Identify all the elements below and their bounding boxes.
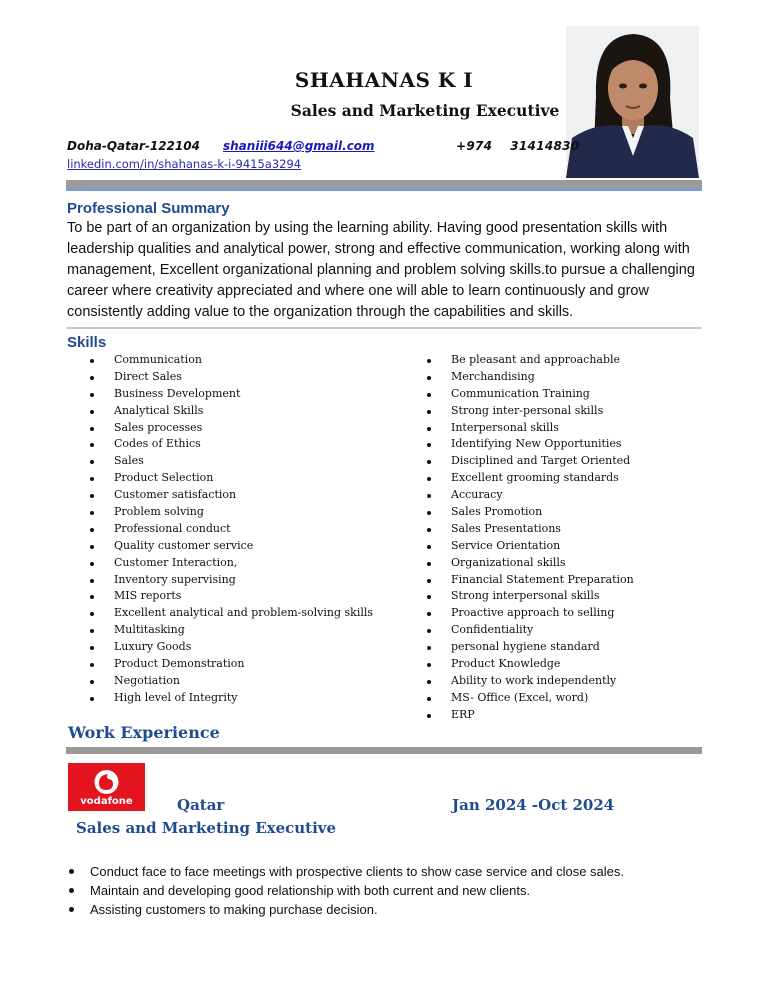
- skill-item: personal hygiene standard: [425, 639, 634, 656]
- skill-item: Be pleasant and approachable: [425, 352, 634, 369]
- skill-item: Sales: [88, 453, 373, 470]
- skill-item: Excellent grooming standards: [425, 470, 634, 487]
- skill-item: Interpersonal skills: [425, 420, 634, 437]
- skill-item: Negotiation: [88, 673, 373, 690]
- skills-list-right: [425, 352, 634, 724]
- skill-item: ERP: [425, 707, 634, 724]
- skill-item: Strong inter-personal skills: [425, 403, 634, 420]
- candidate-name: SHAHANAS K I: [294, 68, 474, 92]
- skill-item: Communication Training: [425, 386, 634, 403]
- skill-item: Customer Interaction,: [88, 555, 373, 572]
- duty-item: Conduct face to face meetings with prospective clients to show case service and close sales.: [68, 862, 624, 881]
- profile-photo-illustration: [566, 26, 699, 178]
- phone-number: +974 31414830: [456, 139, 580, 153]
- skill-item: Luxury Goods: [88, 639, 373, 656]
- vodafone-logo-text: vodafone: [80, 796, 133, 807]
- linkedin-link[interactable]: linkedin.com/in/shahanas-k-i-9415a3294: [67, 157, 302, 171]
- skill-item: Excellent analytical and problem-solving skills: [88, 605, 373, 622]
- address: Doha-Qatar-122104: [67, 139, 200, 153]
- candidate-title: Sales and Marketing Executive: [290, 101, 560, 120]
- skill-item: Accuracy: [425, 487, 634, 504]
- skill-item: Disciplined and Target Oriented: [425, 453, 634, 470]
- skill-item: Service Orientation: [425, 538, 634, 555]
- summary-divider: [66, 327, 702, 329]
- skill-item: Codes of Ethics: [88, 436, 373, 453]
- skill-item: Confidentiality: [425, 622, 634, 639]
- skill-item: Quality customer service: [88, 538, 373, 555]
- skill-item: Sales Promotion: [425, 504, 634, 521]
- skill-item: Organizational skills: [425, 555, 634, 572]
- employment-dates: Jan 2024 -Oct 2024: [452, 796, 615, 814]
- company-location: Qatar: [177, 796, 225, 814]
- skills-list-left: [88, 352, 373, 707]
- skill-item: Merchandising: [425, 369, 634, 386]
- skill-item: Product Selection: [88, 470, 373, 487]
- profile-photo: [566, 26, 699, 178]
- skill-item: Proactive approach to selling: [425, 605, 634, 622]
- work-divider: [66, 747, 702, 754]
- skill-item: MS- Office (Excel, word): [425, 690, 634, 707]
- skills-heading: Skills: [67, 334, 107, 351]
- job-title: Sales and Marketing Executive: [76, 819, 337, 837]
- vodafone-logo: [68, 763, 145, 811]
- skill-item: High level of Integrity: [88, 690, 373, 707]
- skill-item: Customer satisfaction: [88, 487, 373, 504]
- summary-heading: Professional Summary: [67, 200, 230, 217]
- skill-item: Sales processes: [88, 420, 373, 437]
- header-divider: [66, 180, 702, 188]
- skill-item: Communication: [88, 352, 373, 369]
- skill-item: Multitasking: [88, 622, 373, 639]
- skill-item: Product Knowledge: [425, 656, 634, 673]
- skill-item: Analytical Skills: [88, 403, 373, 420]
- skill-item: Direct Sales: [88, 369, 373, 386]
- skill-item: Financial Statement Preparation: [425, 572, 634, 589]
- skill-item: Product Demonstration: [88, 656, 373, 673]
- skill-item: Professional conduct: [88, 521, 373, 538]
- skill-item: Inventory supervising: [88, 572, 373, 589]
- skill-item: Identifying New Opportunities: [425, 436, 634, 453]
- skill-item: Ability to work independently: [425, 673, 634, 690]
- skill-item: MIS reports: [88, 588, 373, 605]
- summary-text: To be part of an organization by using the learning ability. Having good presentation skills with leadership qualities and analytical power, strong and effective communication, working along with management, Excellent organizational planning and problem solving skills.to pursue a challenging career where creativity appreciated and where one will able to learn continuously and grow consistently adding value to the organization through the capabilities and skills.: [67, 220, 695, 320]
- skill-item: Sales Presentations: [425, 521, 634, 538]
- job-duties-list: [68, 862, 624, 919]
- email-link[interactable]: shaniii644@gmail.com: [223, 139, 375, 153]
- skill-item: Business Development: [88, 386, 373, 403]
- duty-item: Maintain and developing good relationship with both current and new clients.: [68, 881, 624, 900]
- skill-item: Strong interpersonal skills: [425, 588, 634, 605]
- duty-item: Assisting customers to making purchase decision.: [68, 900, 624, 919]
- work-heading: Work Experience: [68, 723, 220, 742]
- skill-item: Problem solving: [88, 504, 373, 521]
- header-divider-accent: [66, 188, 702, 191]
